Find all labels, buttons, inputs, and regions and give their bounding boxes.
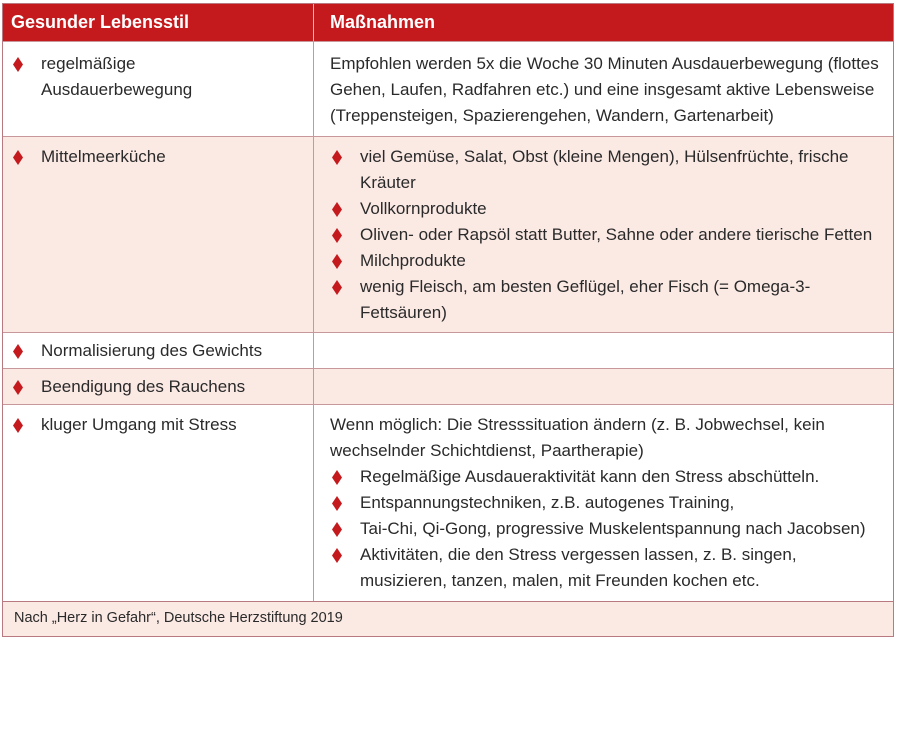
- diamond-bullet-icon: [330, 490, 360, 516]
- table-footer: [3, 601, 893, 636]
- measure-item: Vollkornprodukte: [330, 196, 879, 222]
- measure-item: Regelmäßige Ausdaueraktivität kann den Stress abschütteln.: [330, 464, 879, 490]
- measure-item: Tai-Chi, Qi-Gong, progressive Muskelentspannung nach Jacobsen): [330, 516, 879, 542]
- diamond-bullet-icon: [11, 412, 41, 438]
- diamond-bullet-icon: [11, 374, 41, 400]
- lifestyle-table: [2, 3, 894, 637]
- diamond-bullet-icon: [11, 338, 41, 364]
- lifestyle-label: Beendigung des Rauchens: [41, 377, 246, 396]
- measure-item: Oliven- oder Rapsöl statt Butter, Sahne oder andere tierische Fetten: [330, 222, 879, 248]
- table-row: [3, 41, 893, 136]
- lifestyle-label: kluger Umgang mit Stress: [41, 415, 237, 434]
- lifestyle-label: regelmäßige Ausdauerbewegung: [41, 54, 193, 99]
- lifestyle-label: Normalisierung des Gewichts: [41, 341, 263, 360]
- header-measures: Maßnahmen: [330, 12, 436, 32]
- measure-item: Entspannungstechniken, z.B. autogenes Training,: [330, 490, 879, 516]
- diamond-bullet-icon: [330, 196, 360, 222]
- measure-item: wenig Fleisch, am besten Geflügel, eher Fisch (= Omega-3-Fettsäuren): [330, 274, 879, 326]
- source-note: Nach „Herz in Gefahr“, Deutsche Herzstiftung 2019: [14, 610, 343, 626]
- table-row: [3, 332, 893, 368]
- measure-text: Empfohlen werden 5x die Woche 30 Minuten Ausdauerbewegung (flottes Gehen, Laufen, Radfahren etc.) und eine insgesamt aktive Lebensweise (Treppensteigen, Spazierengehen, Wandern, Gartenarbeit): [330, 54, 879, 125]
- diamond-bullet-icon: [330, 516, 360, 542]
- table-header: [3, 4, 893, 41]
- table-row: [3, 368, 893, 404]
- measure-item: Milchprodukte: [330, 248, 879, 274]
- diamond-bullet-icon: [11, 51, 41, 103]
- header-lifestyle: Gesunder Lebensstil: [3, 4, 314, 41]
- diamond-bullet-icon: [330, 274, 360, 326]
- diamond-bullet-icon: [330, 222, 360, 248]
- table-row: [3, 404, 893, 601]
- diamond-bullet-icon: [11, 144, 41, 170]
- diamond-bullet-icon: [330, 248, 360, 274]
- table-row: [3, 136, 893, 332]
- measure-item: Aktivitäten, die den Stress vergessen lassen, z. B. singen, musizieren, tanzen, malen, mit Freunden kochen etc.: [330, 542, 879, 594]
- measure-item: viel Gemüse, Salat, Obst (kleine Mengen), Hülsenfrüchte, frische Kräuter: [330, 144, 879, 196]
- diamond-bullet-icon: [330, 464, 360, 490]
- lifestyle-label: Mittelmeerküche: [41, 147, 166, 166]
- diamond-bullet-icon: [330, 144, 360, 196]
- measure-text: Wenn möglich: Die Stresssituation ändern (z. B. Jobwechsel, kein wechselnder Schichtdienst, Paartherapie): [330, 415, 825, 460]
- diamond-bullet-icon: [330, 542, 360, 594]
